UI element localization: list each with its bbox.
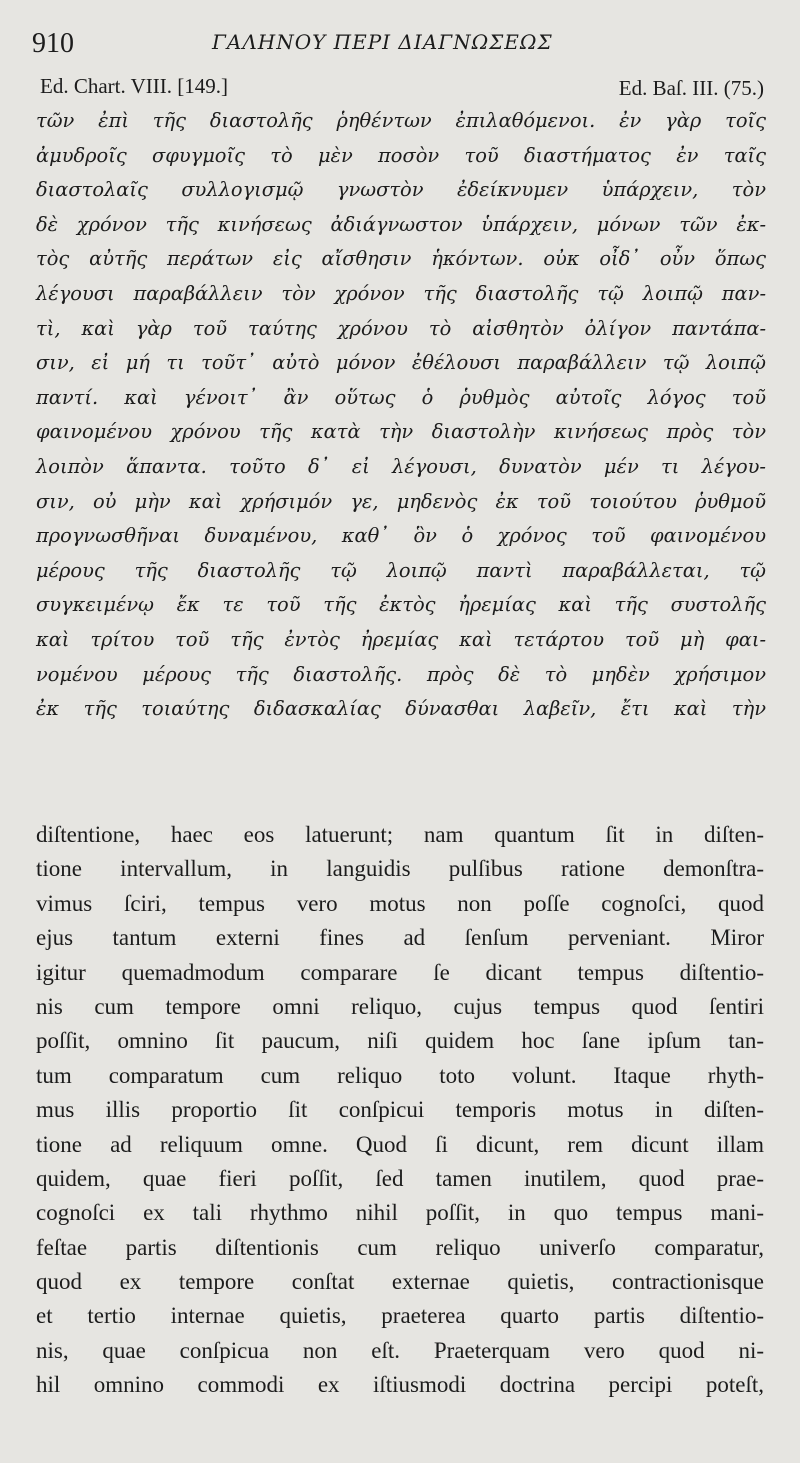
greek-text-block	[36, 104, 766, 727]
greek-line: τῶν ἐπὶ τῆς διαστολῆς ῥηθέντων ἐπιλαθόμενοι. ἐν γὰρ τοῖς	[36, 109, 766, 132]
greek-line: τὶ, καὶ γὰρ τοῦ ταύτης χρόνου τὸ αἰσθητὸν ὀλίγον παντάπα-	[36, 316, 766, 340]
greek-line: σιν, οὐ μὴν καὶ χρήσιμόν γε, μηδενὸς ἐκ τοῦ τοιούτου ῥυθμοῦ	[36, 489, 766, 513]
greek-line: προγνωσθῆναι δυναμένου, καθ᾽ ὃν ὁ χρόνος τοῦ φαινομένου	[36, 524, 766, 548]
latin-text-block	[36, 818, 764, 1403]
latin-line: et tertio internae quietis, praeterea quarto partis diſtentio-	[36, 1303, 764, 1329]
edition-chartier-reference: Ed. Chart. VIII. [149.]	[40, 74, 228, 98]
latin-line: tione intervallum, in languidis pulſibus ratione demonſtra-	[36, 856, 764, 882]
latin-line: vimus ſciri, tempus vero motus non poſſe cognoſci, quod	[36, 890, 764, 916]
latin-line: cognoſci ex tali rhythmo nihil poſſit, in quo tempus mani-	[36, 1200, 764, 1226]
latin-line: quidem, quae fieri poſſit, ſed tamen inutilem, quod prae-	[36, 1165, 764, 1191]
latin-line: quod ex tempore conſtat externae quietis, contractionisque	[36, 1269, 764, 1295]
greek-line: συγκειμένῳ ἔκ τε τοῦ τῆς ἐκτὸς ἠρεμίας καὶ τῆς συστολῆς	[36, 593, 766, 617]
greek-line: ἀμυδροῖς σφυγμοῖς τὸ μὲν ποσὸν τοῦ διαστήματος ἐν ταῖς	[36, 143, 766, 167]
running-title: ΓΑΛΗΝΟΥ ΠΕΡΙ ΔΙΑΓΝΩΣΕΩΣ	[212, 30, 553, 54]
page-number: 910	[32, 28, 74, 59]
greek-line: μέρους τῆς διαστολῆς τῷ λοιπῷ παντὶ παραβάλλεται, τῷ	[36, 558, 766, 582]
edition-basel-reference: Ed. Baſ. III. (75.)	[618, 76, 764, 100]
greek-line: δὲ χρόνον τῆς κινήσεως ἀδιάγνωστον ὑπάρχειν, μόνων τῶν ἐκ-	[36, 212, 766, 236]
greek-line: λέγουσι παραβάλλειν τὸν χρόνον τῆς διαστολῆς τῷ λοιπῷ παν-	[36, 281, 766, 305]
greek-line: τὸς αὐτῆς περάτων εἰς αἴσθησιν ἡκόντων. οὐκ οἶδ᾽ οὖν ὅπως	[36, 247, 766, 271]
greek-line: νομένου μέρους τῆς διαστολῆς. πρὸς δὲ τὸ μηδὲν χρήσιμον	[36, 662, 766, 686]
greek-line: σιν, εἰ μή τι τοῦτ᾽ αὐτὸ μόνον ἐθέλουσι παραβάλλειν τῷ λοιπῷ	[36, 351, 766, 375]
latin-line: tione ad reliquum omne. Quod ſi dicunt, rem dicunt illam	[36, 1131, 764, 1157]
latin-line: poſſit, omnino ſit paucum, niſi quidem hoc ſane ipſum tan-	[36, 1028, 764, 1054]
greek-line: ἐκ τῆς τοιαύτης διδασκαλίας δύνασθαι λαβεῖν, ἔτι καὶ τὴν	[36, 697, 766, 721]
latin-line: hil omnino commodi ex iſtiusmodi doctrina percipi poteſt,	[36, 1372, 764, 1398]
latin-line: tum comparatum cum reliquo toto volunt. Itaque rhyth-	[36, 1062, 764, 1088]
latin-line: diſtentione, haec eos latuerunt; nam quantum ſit in diſten-	[36, 822, 764, 847]
greek-line: παντί. καὶ γένοιτ᾽ ἂν οὕτως ὁ ῥυθμὸς αὐτοῖς λόγος τοῦ	[36, 385, 766, 409]
latin-line: mus illis proportio ſit conſpicui temporis motus in diſten-	[36, 1097, 764, 1123]
greek-line: διαστολαῖς συλλογισμῷ γνωστὸν ἐδείκνυμεν ὑπάρχειν, τὸν	[36, 178, 766, 202]
latin-line: feſtae partis diſtentionis cum reliquo univerſo comparatur,	[36, 1234, 764, 1260]
greek-line: λοιπὸν ἅπαντα. τοῦτο δ᾽ εἰ λέγουσι, δυνατὸν μέν τι λέγου-	[36, 454, 766, 478]
latin-line: igitur quemadmodum comparare ſe dicant tempus diſtentio-	[36, 959, 764, 985]
latin-line: nis cum tempore omni reliquo, cujus tempus quod ſentiri	[36, 993, 764, 1019]
greek-line: καὶ τρίτου τοῦ τῆς ἐντὸς ἠρεμίας καὶ τετάρτου τοῦ μὴ φαι-	[36, 627, 766, 651]
greek-line: φαινομένου χρόνου τῆς κατὰ τὴν διαστολὴν κινήσεως πρὸς τὸν	[36, 420, 766, 444]
latin-line: nis, quae conſpicua non eſt. Praeterquam vero quod ni-	[36, 1337, 764, 1363]
latin-line: ejus tantum externi fines ad ſenſum perveniant. Miror	[36, 925, 764, 951]
